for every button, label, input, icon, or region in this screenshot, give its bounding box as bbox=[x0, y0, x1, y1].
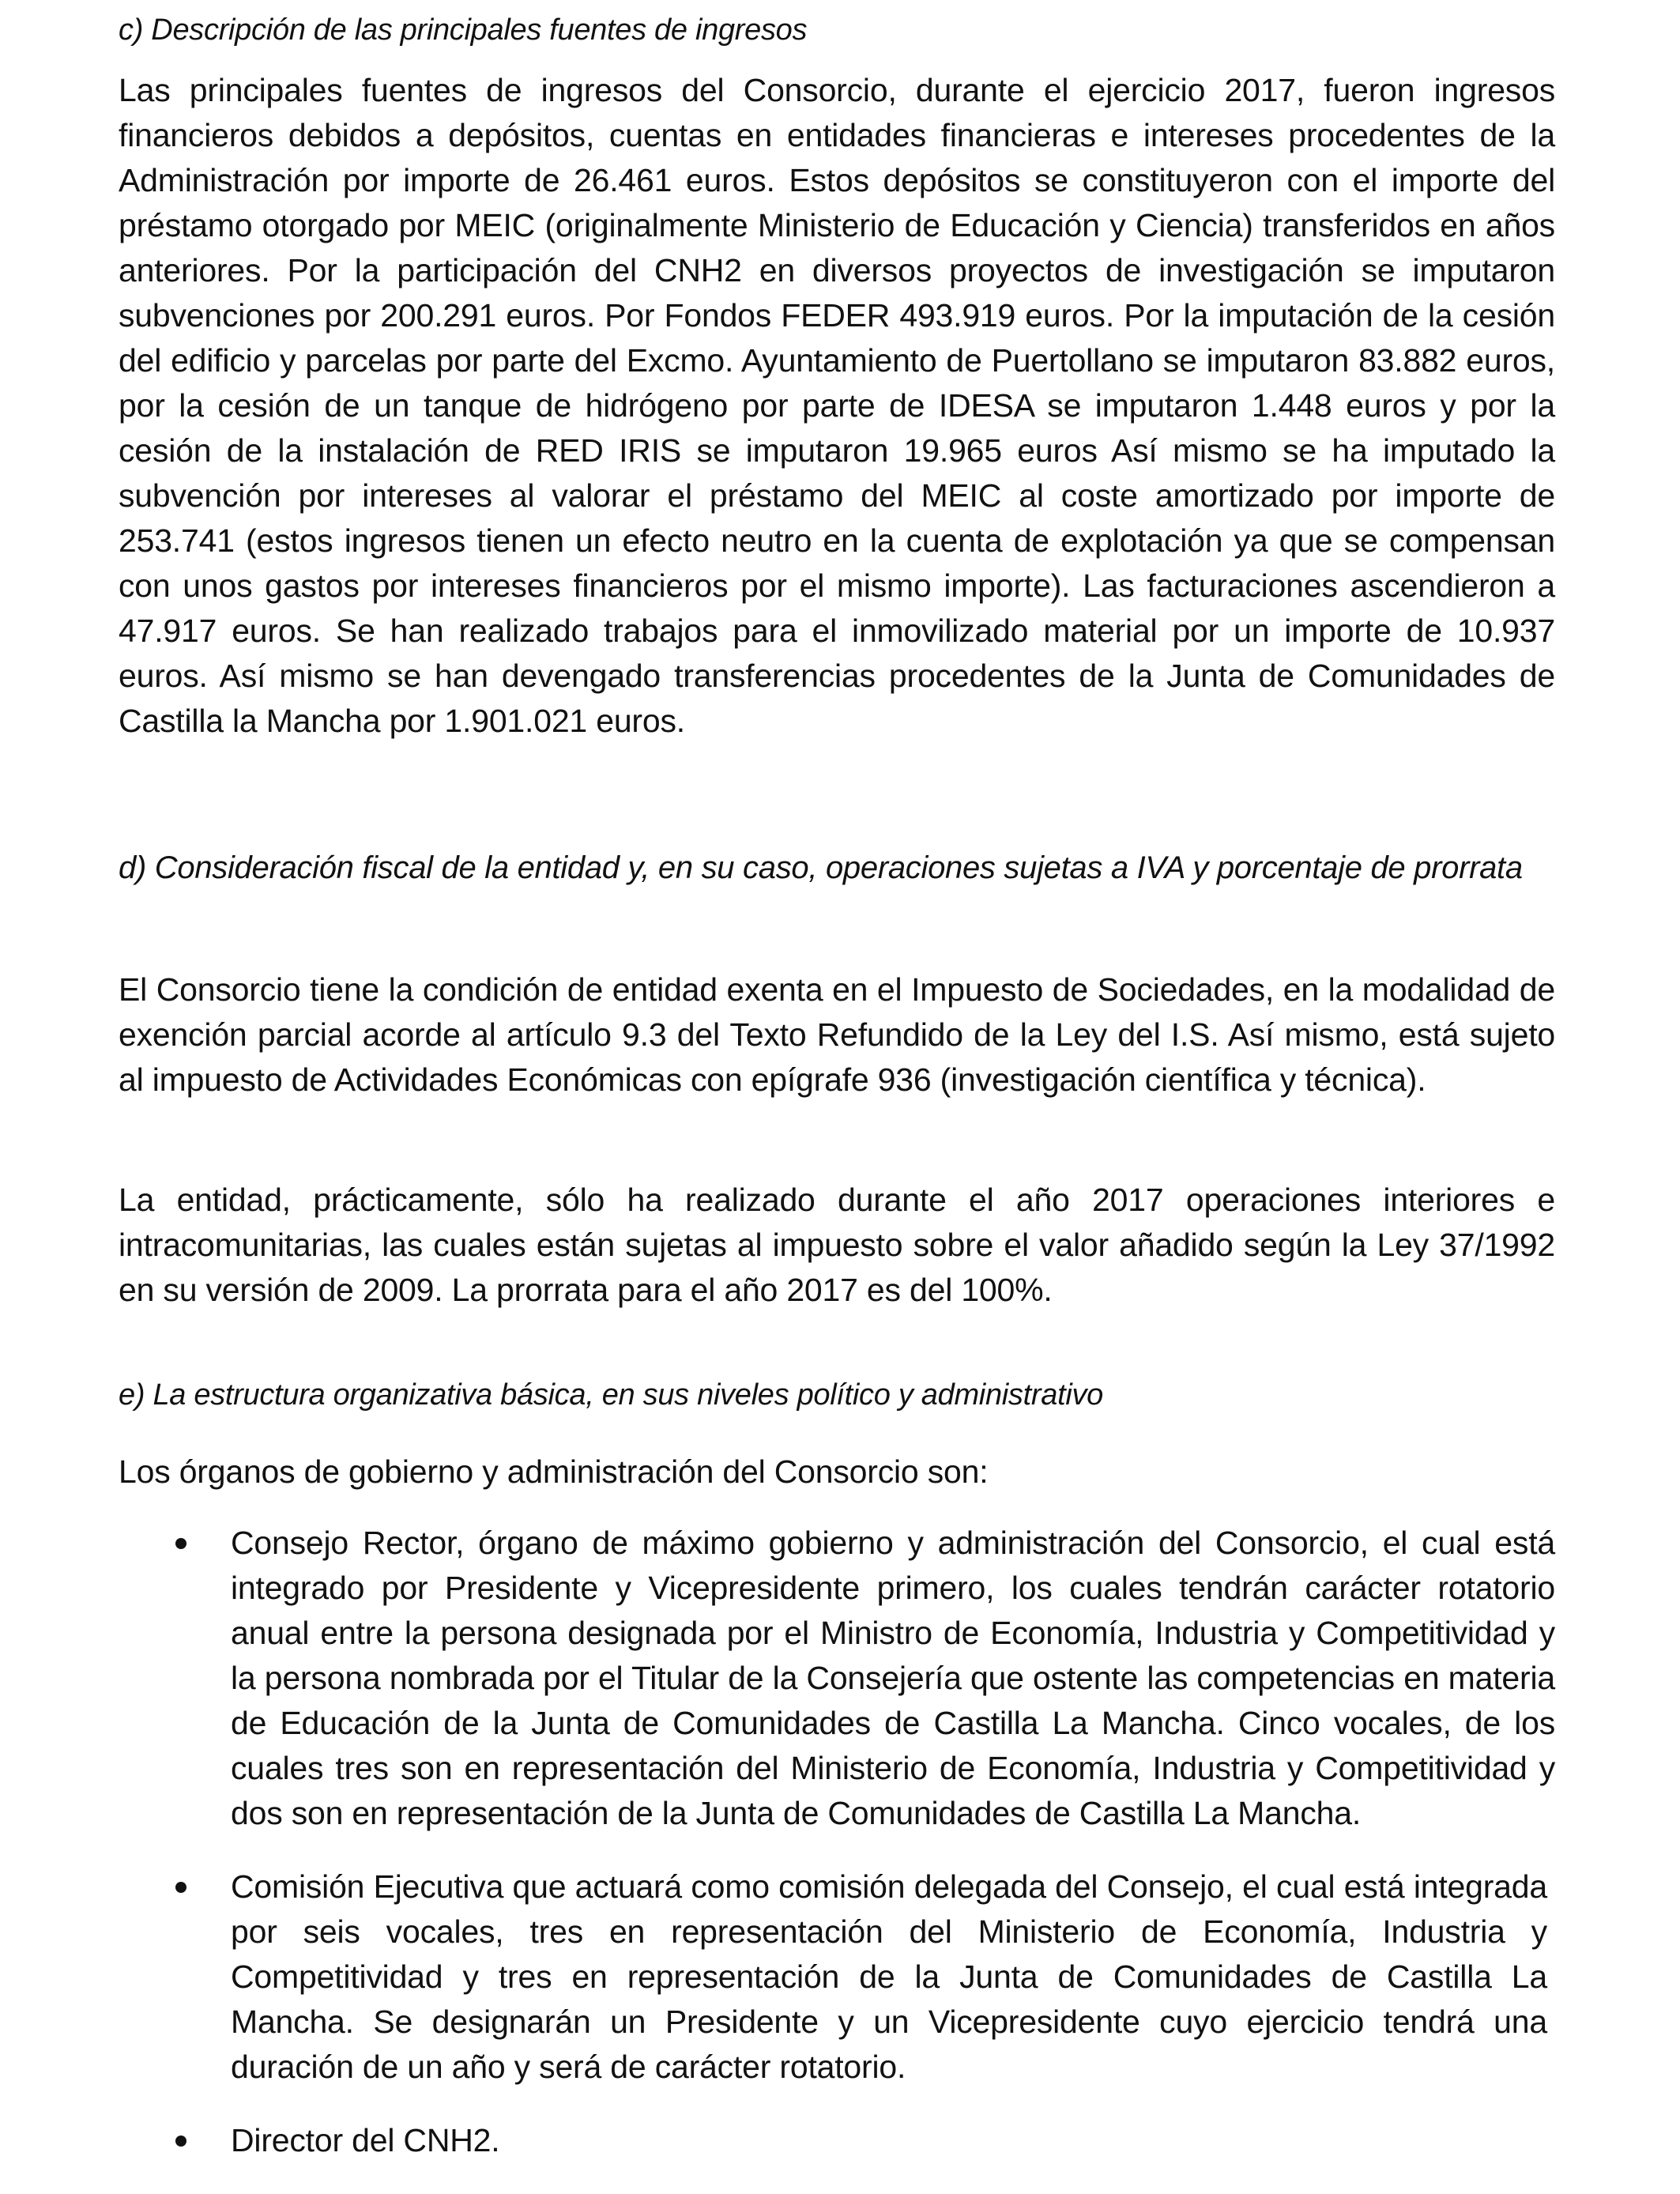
governing-bodies-list bbox=[119, 1521, 1555, 2163]
list-item bbox=[119, 1864, 1555, 2090]
section-e-heading: e) La estructura organizativa básica, en sus niveles político y administrativo bbox=[119, 1378, 1104, 1412]
section-c-paragraph: Las principales fuentes de ingresos del Consorcio, durante el ejercicio 2017, fueron ingresos financieros debidos a depósitos, cuentas en entidades financieras e intereses procedentes de la Administración por importe de 26.461 euros. Estos depósitos se constituyeron con el importe del préstamo otorgado por MEIC (originalmente Ministerio de Educación y Ciencia) transferidos en años anteriores. Por la participación del CNH2 en diversos proyectos de investigación se imputaron subvenciones por 200.291 euros. Por Fondos FEDER 493.919 euros. Por la imputación de la cesión del edificio y parcelas por parte del Excmo. Ayuntamiento de Puertollano se imputaron 83.882 euros, por la cesión de un tanque de hidrógeno por parte de IDESA se imputaron 1.448 euros y por la cesión de la instalación de RED IRIS se imputaron 19.965 euros Así mismo se ha imputado la subvención por intereses al valorar el préstamo del MEIC al coste amortizado por importe de 253.741 (estos ingresos tienen un efecto neutro en la cuenta de explotación ya que se compensan con unos gastos por intereses financieros por el mismo importe). Las facturaciones ascendieron a 47.917 euros. Se han realizado trabajos para el inmovilizado material por un importe de 10.937 euros. Así mismo se han devengado transferencias procedentes de la Junta de Comunidades de Castilla la Mancha por 1.901.021 euros. bbox=[119, 72, 1555, 739]
section-d-heading: d) Consideración fiscal de la entidad y, en su caso, operaciones sujetas a IVA y porcentaje de prorrata bbox=[119, 850, 1523, 885]
section-d-paragraph-2: La entidad, prácticamente, sólo ha realizado durante el año 2017 operaciones interiores e intracomunitarias, las cuales están sujetas al impuesto sobre el valor añadido según la Ley 37/1992 en su versión de 2009. La prorrata para el año 2017 es del 100%. bbox=[119, 1182, 1555, 1308]
bullet-icon bbox=[175, 1882, 186, 1893]
list-item bbox=[119, 2118, 1555, 2163]
bullet-icon bbox=[175, 1538, 186, 1549]
section-c-heading: c) Descripción de las principales fuentes de ingresos bbox=[119, 13, 808, 47]
section-d-paragraph-1: El Consorcio tiene la condición de entidad exenta en el Impuesto de Sociedades, en la modalidad de exención parcial acorde al artículo 9.3 del Texto Refundido de la Ley del I.S. Así mismo, está sujeto al impuesto de Actividades Económicas con epígrafe 936 (investigación científica y técnica). bbox=[119, 971, 1555, 1098]
list-item bbox=[119, 1521, 1555, 1836]
list-item-text: Comisión Ejecutiva que actuará como comisión delegada del Consejo, el cual está integrada por seis vocales, tres en representación del Ministerio de Economía, Industria y Competitividad y tres en representación de la Junta de Comunidades de Castilla La Mancha. Se designarán un Presidente y un Vicepresidente cuyo ejercicio tendrá una duración de un año y será de carácter rotatorio. bbox=[231, 1868, 1547, 2085]
bullet-icon bbox=[175, 2136, 186, 2147]
section-e-intro: Los órganos de gobierno y administración del Consorcio son: bbox=[119, 1453, 989, 1490]
list-item-text: Director del CNH2. bbox=[231, 2122, 500, 2158]
list-item-text: Consejo Rector, órgano de máximo gobierno y administración del Consorcio, el cual está integrado por Presidente y Vicepresidente primero, los cuales tendrán carácter rotatorio anual entre la persona designada por el Ministro de Economía, Industria y Competitividad y la persona nombrada por el Titular de la Consejería que ostente las competencias en materia de Educación de la Junta de Comunidades de Castilla La Mancha. Cinco vocales, de los cuales tres son en representación del Ministerio de Economía, Industria y Competitividad y dos son en representación de la Junta de Comunidades de Castilla La Mancha. bbox=[231, 1525, 1555, 1831]
